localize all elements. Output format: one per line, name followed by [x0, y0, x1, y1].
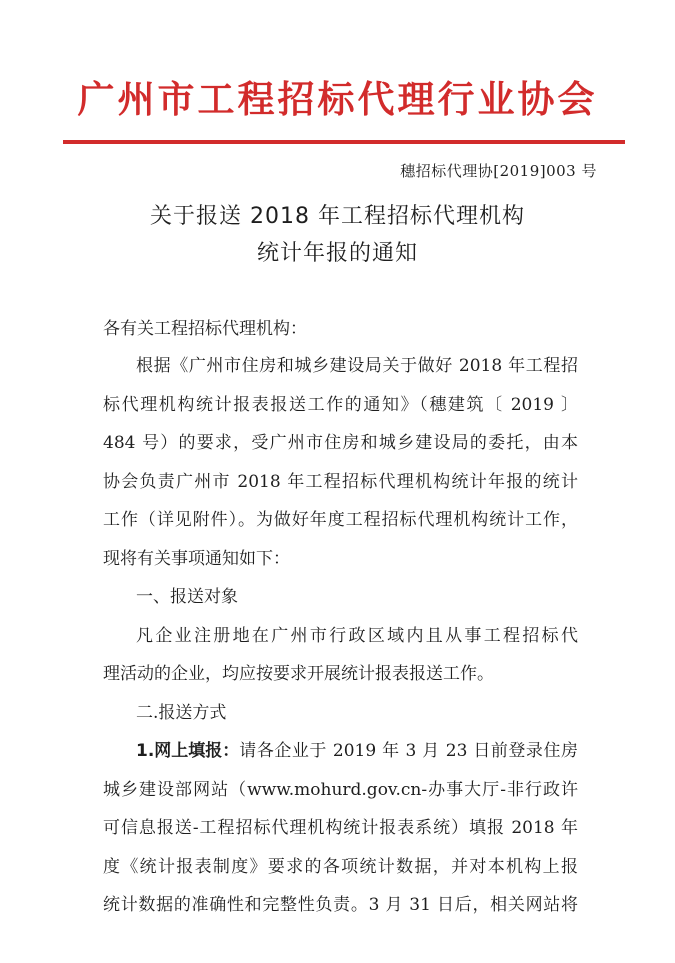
paragraph-line: 理活动的企业，均应按要求开展统计报表报送工作。 — [103, 664, 494, 684]
paragraph-line: 根据《广州市住房和城乡建设局关于做好 2018 年工程招 — [136, 356, 578, 376]
notice-title-line-2: 统计年报的通知 — [256, 241, 418, 266]
notice-title-line-1: 关于报送 2018 年工程招标代理机构 — [150, 204, 525, 229]
salutation: 各有关工程招标代理机构： — [103, 319, 307, 339]
paragraph-line: 484 号）的要求，受广州市住房和城乡建设局的委托，由本 — [103, 433, 578, 453]
document-number: 穗招标代理协[2019]003 号 — [400, 162, 597, 180]
paragraph-line: 度《统计报表制度》要求的各项统计数据，并对本机构上报 — [103, 857, 578, 877]
paragraph-line: 城乡建设部网站（www.mohurd.gov.cn-办事大厅-非行政许 — [103, 780, 578, 800]
paragraph-line: 协会负责广州市 2018 年工程招标代理机构统计年报的统计 — [103, 472, 578, 492]
online-filing-label: 1.网上填报： — [136, 741, 240, 761]
paragraph-line: 统计数据的准确性和完整性负责。3 月 31 日后，相关网站将 — [103, 895, 578, 915]
paragraph-line: 可信息报送-工程招标代理机构统计报表系统）填报 2018 年 — [103, 818, 578, 838]
org-letterhead: 广州市工程招标代理行业协会 — [77, 78, 598, 121]
paragraph-line: 凡企业注册地在广州市行政区域内且从事工程招标代 — [136, 626, 578, 646]
paragraph-line: 标代理机构统计报表报送工作的通知》（穗建筑〔 2019 〕 — [103, 395, 578, 415]
online-filing-text: 请各企业于 2019 年 3 月 23 日前登录住房 — [239, 741, 578, 761]
letterhead-divider — [63, 140, 625, 144]
section-heading: 二.报送方式 — [136, 703, 227, 723]
section-heading: 一、报送对象 — [136, 587, 238, 607]
paragraph-line: 现将有关事项通知如下： — [103, 549, 290, 569]
paragraph-line: 工作（详见附件）。为做好年度工程招标代理机构统计工作， — [103, 510, 578, 530]
paragraph-line — [136, 739, 578, 763]
